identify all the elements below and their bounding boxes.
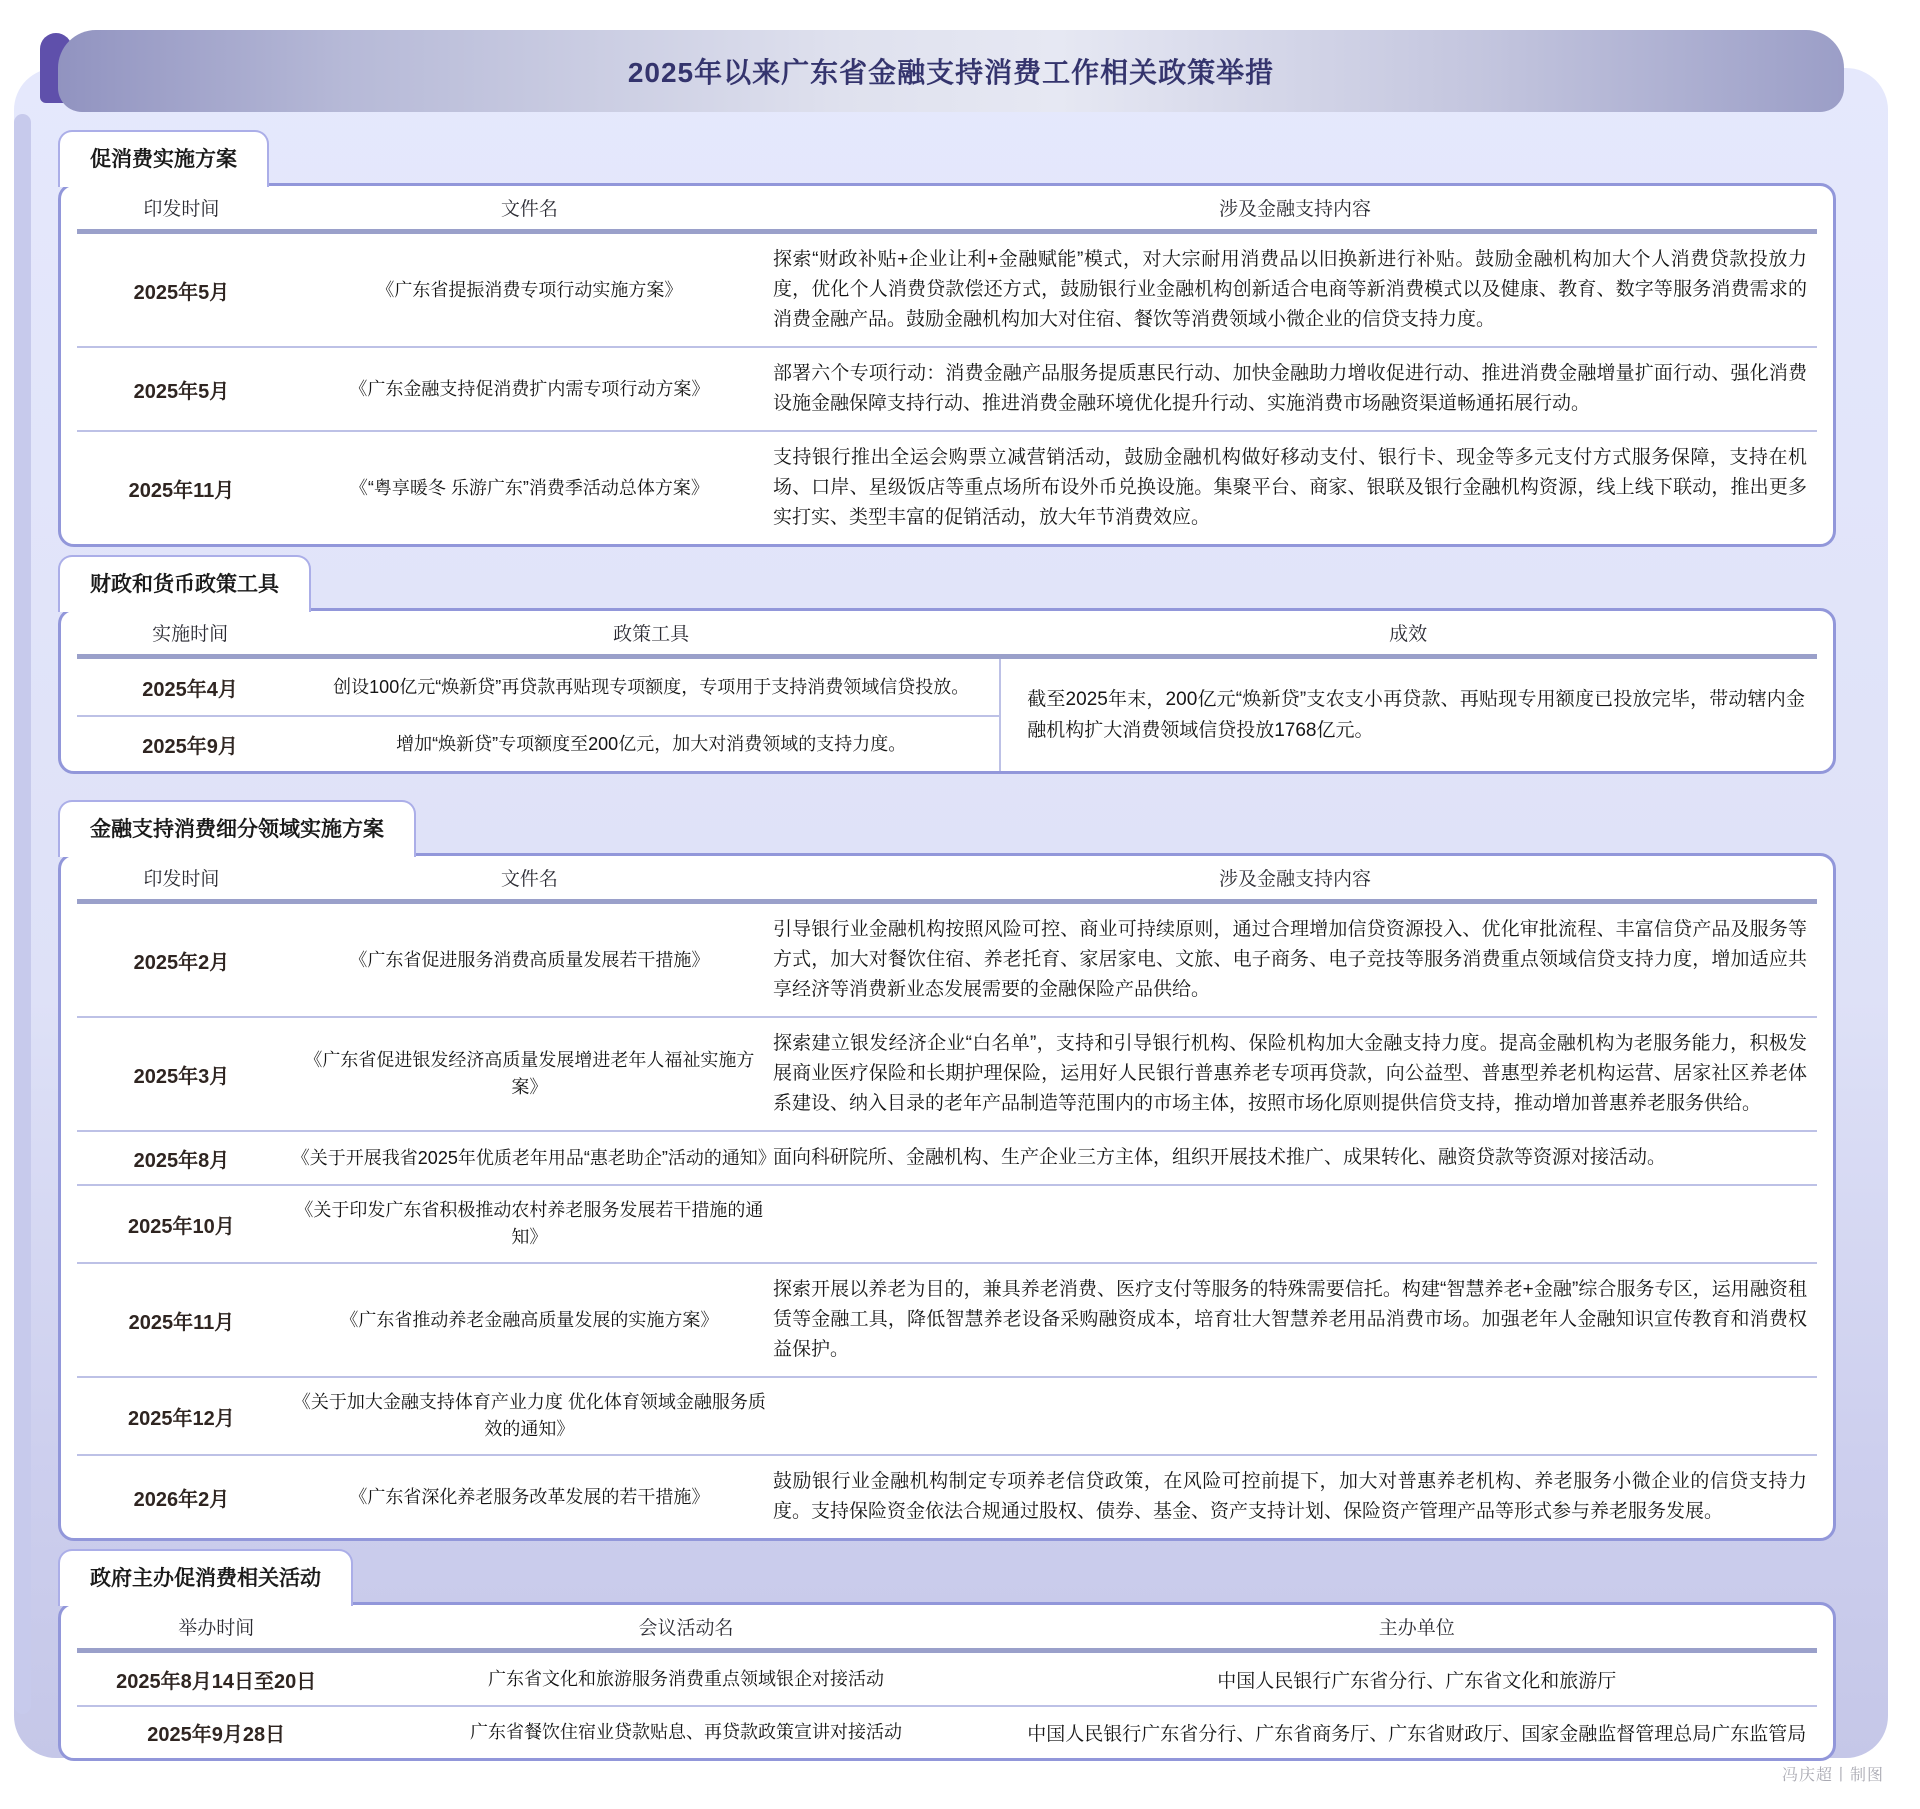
section-government-activities <box>58 1549 1836 1761</box>
tool-rows <box>77 659 999 771</box>
effect-cell: 截至2025年末，200亿元“焕新贷”支农支小再贷款、再贴现专用额度已投放完毕，带动辖内金融机构扩大消费领域信贷投放1768亿元。 <box>999 659 1817 771</box>
document-name: 《广东省推动养老金融高质量发展的实施方案》 <box>340 1309 719 1330</box>
table-body <box>77 234 1817 544</box>
issue-date: 2025年8月 <box>133 1149 230 1172</box>
section-tab: 政府主办促消费相关活动 <box>58 1549 353 1606</box>
column-header: 文件名 <box>500 869 558 890</box>
table-header-row <box>77 186 1817 234</box>
column-header: 印发时间 <box>143 199 220 220</box>
column-header: 会议活动名 <box>638 1618 734 1639</box>
table-body <box>77 904 1817 1538</box>
section-tab: 财政和货币政策工具 <box>58 555 311 612</box>
section-fiscal-monetary-tools <box>58 555 1836 774</box>
issue-date: 2026年2月 <box>133 1488 230 1511</box>
table-header-row <box>77 1605 1817 1653</box>
implementation-date: 2025年9月 <box>142 735 238 758</box>
column-header: 主办单位 <box>1378 1618 1455 1639</box>
page-title: 2025年以来广东省金融支持消费工作相关政策举措 <box>627 57 1275 88</box>
document-name: 《广东金融支持促消费扩内需专项行动方案》 <box>349 378 710 399</box>
table-row <box>77 1653 1817 1705</box>
table-row <box>77 1130 1817 1184</box>
implementation-date: 2025年4月 <box>142 678 238 701</box>
table-row <box>77 234 1817 346</box>
table-row <box>77 1454 1817 1538</box>
table-row <box>77 1262 1817 1376</box>
document-name: 广东省餐饮住宿业贷款贴息、再贷款政策宣讲对接活动 <box>469 1722 902 1742</box>
host-organization: 中国人民银行广东省分行、广东省文化和旅游厅 <box>1217 1670 1617 1692</box>
support-content: 部署六个专项行动：消费金融产品服务提质惠民行动、加快金融助力增收促进行动、推进消费金融增量扩面行动、强化消费设施金融保障支持行动、推进消费金融环境优化提升行动、实施消费市场融资渠道畅通拓展行动。 <box>772 363 1807 414</box>
support-content: 探索建立银发经济企业“白名单”，支持和引导银行机构、保险机构加大金融支持力度。提高金融机构为老服务能力，积极发展商业医疗保险和长期护理保险，运用好人民银行普惠养老专项再贷款，向公益型、普惠型养老机构运营、居家社区养老体系建设、纳入目录的老年产品制造等范围内的市场主体，按照市场化原则提供信贷支持，推动增加普惠养老服务供给。 <box>772 1033 1807 1114</box>
issue-date: 2025年11月 <box>128 479 235 502</box>
column-header: 成效 <box>1389 624 1428 645</box>
document-name: 《广东省深化养老服务改革发展的若干措施》 <box>349 1486 710 1507</box>
section-card <box>58 183 1836 547</box>
policy-table <box>61 186 1833 544</box>
issue-date: 2025年12月 <box>128 1407 235 1430</box>
table-row <box>77 1705 1817 1758</box>
document-name: 《广东省提振消费专项行动实施方案》 <box>376 279 683 300</box>
section-tab: 促消费实施方案 <box>58 130 269 187</box>
issue-date: 2025年5月 <box>133 281 230 304</box>
column-header: 文件名 <box>500 199 558 220</box>
document-name: 《关于开展我省2025年优质老年用品“惠老助企”活动的通知》 <box>291 1147 776 1168</box>
table-body <box>77 659 1817 771</box>
table-row <box>77 430 1817 544</box>
issue-date: 2025年11月 <box>128 1311 235 1334</box>
sections-container <box>58 130 1836 1769</box>
section-card <box>58 853 1836 1541</box>
section-promote-consumption <box>58 130 1836 547</box>
table-row <box>77 1016 1817 1130</box>
support-content: 探索开展以养老为目的，兼具养老消费、医疗支付等服务的特殊需要信托。构建“智慧养老+金融”综合服务专区，运用融资租赁等金融工具，降低智慧养老设备采购融资成本，培育壮大智慧养老用品消费市场。加强老年人金融知识宣传教育和消费权益保护。 <box>772 1279 1807 1360</box>
table-row <box>77 1184 1817 1262</box>
issue-date: 2025年9月28日 <box>147 1724 286 1746</box>
section-tab: 金融支持消费细分领域实施方案 <box>58 800 416 857</box>
author-credit: 冯庆超丨制图 <box>1781 1767 1884 1784</box>
table-header-row <box>77 856 1817 904</box>
support-content: 支持银行推出全运会购票立减营销活动，鼓励金融机构做好移动支付、银行卡、现金等多元支付方式服务保障，支持在机场、口岸、星级饭店等重点场所布设外币兑换设施。集聚平台、商家、银联及银行金融机构资源，线上线下联动，推出更多实打实、类型丰富的促销活动，放大年节消费效应。 <box>772 447 1807 528</box>
document-name: 《“粤享暖冬 乐游广东”消费季活动总体方案》 <box>349 477 709 498</box>
section-subfield-plans <box>58 800 1836 1541</box>
document-name: 《关于加大金融支持体育产业力度 优化体育领域金融服务质效的通知》 <box>292 1392 766 1439</box>
document-name: 《广东省促进银发经济高质量发展增进老年人福祉实施方案》 <box>304 1050 755 1097</box>
document-name: 《关于印发广东省积极推动农村养老服务发展若干措施的通知》 <box>295 1200 764 1247</box>
issue-date: 2025年8月14日至20日 <box>116 1670 317 1693</box>
policy-tool: 创设100亿元“焕新贷”再贷款再贴现专项额度，专项用于支持消费领域信贷投放。 <box>333 677 970 697</box>
table-body <box>77 1653 1817 1758</box>
support-content: 探索“财政补贴+企业让利+金融赋能”模式，对大宗耐用消费品以旧换新进行补贴。鼓励金融机构加大个人消费贷款投放力度，优化个人消费贷款偿还方式，鼓励银行业金融机构创新适合电商等新消费模式以及健康、教育、数字等服务消费需求的消费金融产品。鼓励金融机构加大对住宿、餐饮等消费领域小微企业的信贷支持力度。 <box>772 249 1807 330</box>
document-name: 《广东省促进服务消费高质量发展若干措施》 <box>349 949 710 970</box>
column-header: 印发时间 <box>143 869 220 890</box>
policy-table <box>61 856 1833 1538</box>
table-header-row <box>77 611 1817 659</box>
policy-tool: 增加“焕新贷”专项额度至200亿元，加大对消费领域的支持力度。 <box>396 734 907 754</box>
policy-table <box>61 611 1833 771</box>
host-organization: 中国人民银行广东省分行、广东省商务厅、广东省财政厅、国家金融监督管理总局广东监管局 <box>1027 1724 1807 1745</box>
issue-date: 2025年3月 <box>133 1065 230 1088</box>
table-row <box>77 1376 1817 1454</box>
support-content: 引导银行业金融机构按照风险可控、商业可持续原则，通过合理增加信贷资源投入、优化审批流程、丰富信贷产品及服务等方式，加大对餐饮住宿、养老托育、家居家电、文旅、电子商务、电子竞技等服务消费重点领域信贷支持力度，增加适应共享经济等消费新业态发展需要的金融保险产品供给。 <box>772 919 1807 1000</box>
column-header: 涉及金融支持内容 <box>1218 199 1371 220</box>
issue-date: 2025年2月 <box>133 951 230 974</box>
support-content: 鼓励银行业金融机构制定专项养老信贷政策，在风险可控前提下，加大对普惠养老机构、养老服务小微企业的信贷支持力度。支持保险资金依法合规通过股权、债券、基金、资产支持计划、保险资产管理产品等形式参与养老服务发展。 <box>772 1471 1807 1522</box>
column-header: 涉及金融支持内容 <box>1218 869 1371 890</box>
document-name: 广东省文化和旅游服务消费重点领域银企对接活动 <box>487 1668 884 1689</box>
issue-date: 2025年5月 <box>133 380 230 403</box>
title-bar <box>58 30 1844 112</box>
column-header: 实施时间 <box>152 624 229 645</box>
section-card <box>58 608 1836 774</box>
issue-date: 2025年10月 <box>128 1215 235 1238</box>
support-content: 面向科研院所、金融机构、生产企业三方主体，组织开展技术推广、成果转化、融资贷款等资源对接活动。 <box>772 1147 1666 1168</box>
column-header: 政策工具 <box>613 624 690 645</box>
table-row <box>77 715 999 771</box>
table-row <box>77 904 1817 1016</box>
column-header: 举办时间 <box>178 1618 255 1639</box>
policy-table <box>61 1605 1833 1758</box>
table-row <box>77 659 999 715</box>
section-card <box>58 1602 1836 1761</box>
table-row <box>77 346 1817 430</box>
